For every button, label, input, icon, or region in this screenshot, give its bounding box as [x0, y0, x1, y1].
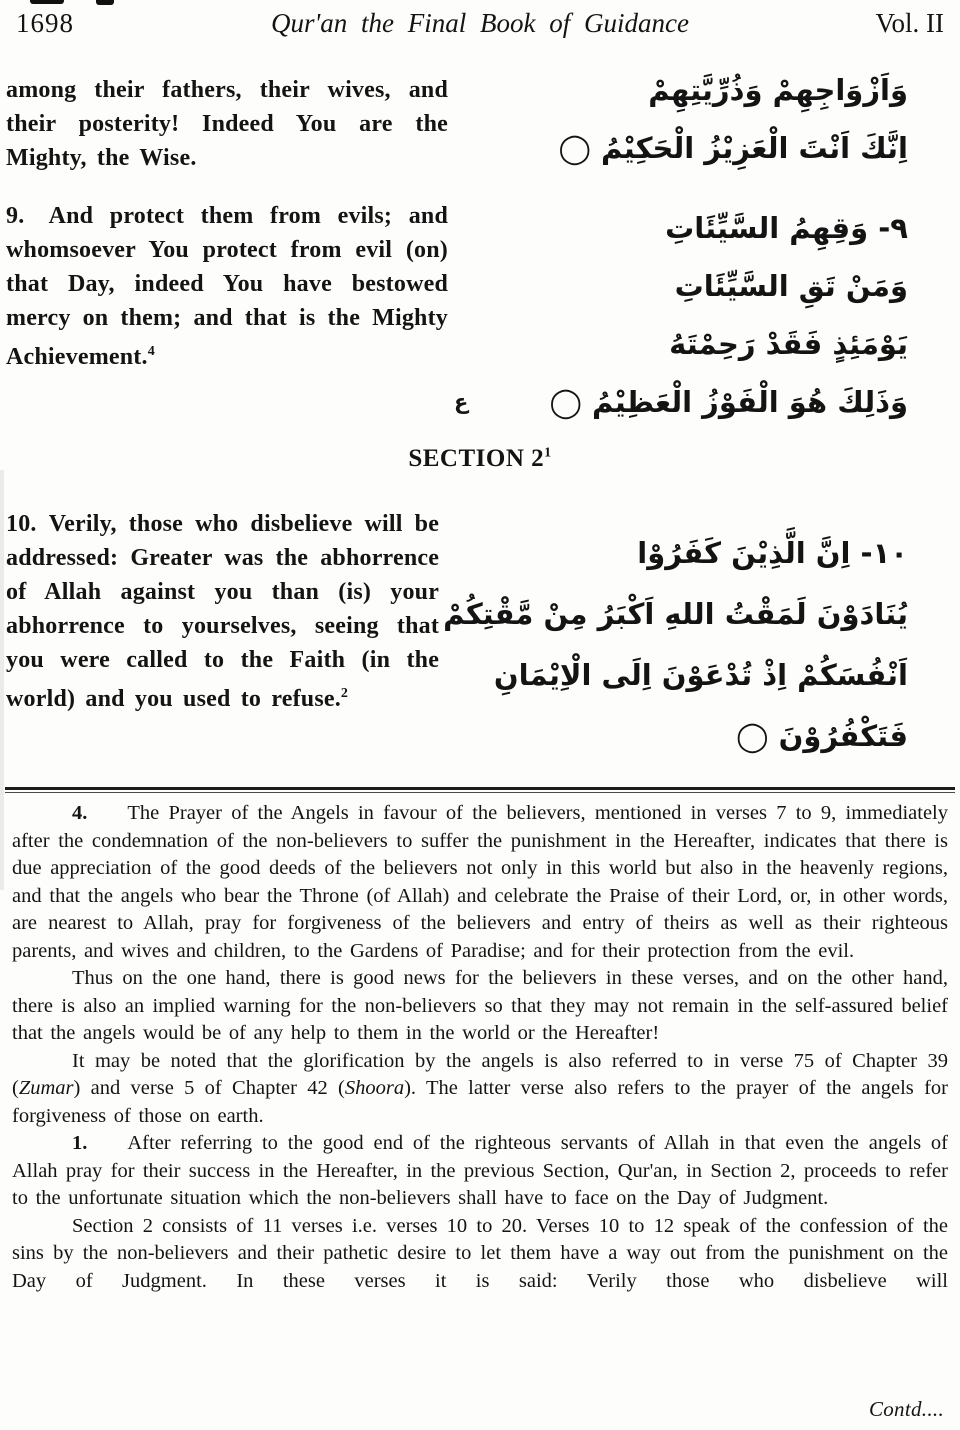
continued-marker: Contd....: [868, 1397, 944, 1421]
ruku-marker: ع: [454, 389, 469, 414]
volume-label: Vol. II: [875, 8, 944, 38]
footnote-ref-1: 1: [544, 445, 552, 461]
arabic-line: اَنْفُسَكُمْ اِذْ تُدْعَوْنَ اِلَى الْاِيْمَانِ: [493, 658, 908, 692]
arabic-line: يُنَادَوْنَ لَمَقْتُ اللهِ اَكْبَرُ مِنْ مَّقْتِكُمْ: [443, 597, 908, 631]
english-translation-v9: [6, 199, 448, 437]
footnote-ref-4: 4: [147, 344, 155, 359]
verse-8-english-text: [6, 73, 448, 175]
footnotes-section: [0, 800, 960, 1295]
arabic-line: يَوْمَئِذٍ فَقَدْ رَحِمْتَهُ: [669, 327, 908, 361]
arabic-line: اِنَّكَ اَنْتَ الْعَزِيْزُ الْحَكِيْمُ ◯: [558, 131, 908, 165]
footnote-ref-2: 2: [340, 686, 349, 701]
footnote-1-para-2: Section 2 consists of 11 verses i.e. verses 10 to 20. Verses 10 to 12 speak of the confession of the sins by the non-believers and their pathetic desire to let them have a way out from the punishment on the Day of Judgment. In these verses it is said: Verily those who disbelieve will: [12, 1214, 948, 1292]
footnote-text: It may be noted that the glorification by the angels is also referred to in verse 75 of Chapter 39 (: [12, 1049, 948, 1099]
book-title: Qur'an the Final Book of Guidance: [271, 8, 689, 38]
scan-artifact: [96, 0, 114, 5]
arabic-line: ١٠- اِنَّ الَّذِيْنَ كَفَرُوْا: [637, 536, 908, 570]
page-body: [0, 59, 960, 779]
verse-10-english-text: [6, 507, 439, 716]
arabic-line: ٩- وَقِهِمُ السَّيِّئَاتِ: [665, 211, 908, 245]
footnote-separator: [5, 787, 955, 793]
page-number: 1698: [16, 8, 74, 38]
arabic-line-with-ruku: [452, 373, 908, 431]
arabic-text-v10: [439, 507, 954, 779]
chapter-name-zumar: Zumar: [18, 1077, 74, 1099]
footnote-1: [12, 1130, 948, 1213]
english-translation-v8: [6, 59, 448, 199]
arabic-text-v9: [448, 199, 954, 437]
page-header: [0, 0, 960, 39]
verse-10-english: 10. Verily, those who disbelieve will be addressed: Greater was the abhorrence of Allah against you than (is) your abhorrence to yourselves, seeing that you were called to the Faith (in the world) and you used to refuse.: [6, 511, 440, 712]
verse-row-9: [0, 199, 960, 437]
footnote-text: ) and verse 5 of Chapter 42 (: [73, 1077, 345, 1099]
arabic-text-v8: [448, 59, 954, 199]
chapter-name-shoora: Shoora: [344, 1077, 405, 1099]
footnote-4-number: 4.: [72, 802, 88, 824]
footnote-4-para-3: [12, 1048, 948, 1131]
section-heading: [0, 445, 960, 473]
verse-row-8: [0, 59, 960, 199]
arabic-line: وَاَزْوَاجِهِمْ وَذُرِّيَّتِهِمْ: [648, 73, 908, 107]
footnote-4-para-2: Thus on the one hand, there is good news for the believers in these verses, and on the other hand, there is also an implied warning for the non-believers so that they may not remain in the self-assured belief that the angels would be of any help to them in the world or the Hereafter!: [12, 967, 948, 1044]
arabic-line: وَذَلِكَ هُوَ الْفَوْزُ الْعَظِيْمُ ◯: [549, 385, 908, 419]
verse-9-english: 9. And protect them from evils; and whomsoever You protect from evil (on) that Day, indeed You have bestowed mercy on them; and that is the Mighty Achievement.: [6, 203, 448, 370]
scan-artifact: [30, 0, 64, 4]
footnote-text: ). The latter verse also refers to the prayer of the angels for forgiveness of those on earth.: [12, 1077, 948, 1127]
verse-9-english-text: [6, 199, 448, 374]
footnote-4: [12, 800, 948, 965]
english-translation-v10: [6, 507, 439, 779]
footnote-4-text: The Prayer of the Angels in favour of the believers, mentioned in verses 7 to 9, immediately after the condemnation of the non-believers to suffer the punishment in the Hereafter, indicates that there is due appreciation of the good deeds of the believers not only in this world but also in the heavenly regions, and that the angels who bear the Throne (of Allah) and celebrate the Praise of their Lord, or, in other words, are nearest to Allah, pray for forgiveness of the believers and entry of theirs as well as their righteous parents, and wives and children, to the Gardens of Paradise; and for their protection from the evil.: [12, 802, 948, 962]
footnote-1-text: After referring to the good end of the righteous servants of Allah in that even the angels of Allah pray for their success in the Hereafter, in the previous Section, Qur'an, in Section 2, proceeds to refer to the unfortunate situation which the non-believers shall have to face on the Day of Judgment.: [12, 1132, 948, 1209]
arabic-line: فَتَكْفُرُوْنَ ◯: [736, 719, 908, 753]
section-heading-text: SECTION 2: [408, 445, 545, 472]
verse-row-10: [0, 507, 960, 779]
scan-gutter-shadow: [0, 470, 4, 890]
footnote-1-number: 1.: [72, 1132, 88, 1154]
arabic-line: وَمَنْ تَقِ السَّيِّئَاتِ: [674, 269, 908, 303]
verse-8-english: among their fathers, their wives, and their posterity! Indeed You are the Mighty, the Wise.: [6, 77, 448, 171]
